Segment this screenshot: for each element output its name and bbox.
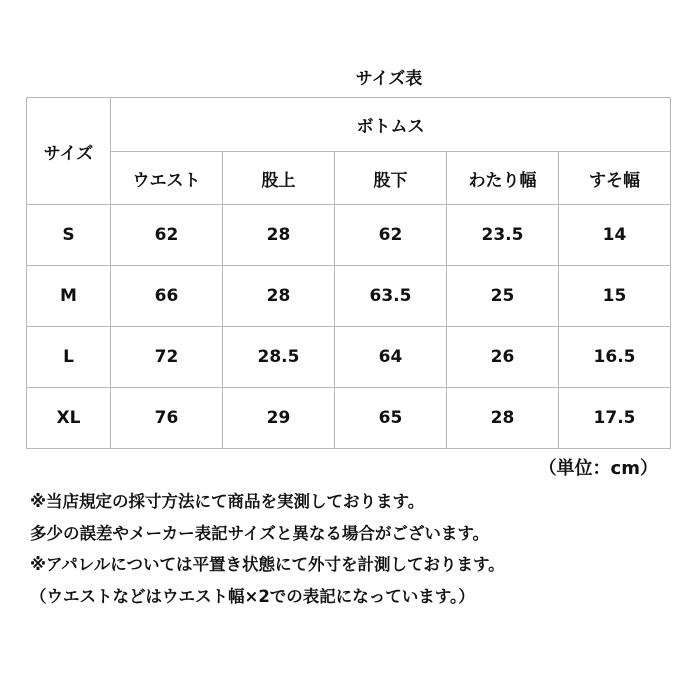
- table-row: [27, 388, 671, 449]
- size-label: S: [27, 205, 111, 266]
- table-cell: 17.5: [559, 388, 671, 449]
- size-label: XL: [27, 388, 111, 449]
- note-line: 多少の誤差やメーカー表記サイズと異なる場合がございます。: [30, 523, 490, 543]
- table-cell: 14: [559, 205, 671, 266]
- table-subheader-row: [27, 152, 671, 205]
- column-header-thigh-width: わたり幅: [447, 152, 559, 205]
- notes: [30, 486, 690, 612]
- table-cell: 15: [559, 266, 671, 327]
- table-cell: 28: [223, 266, 335, 327]
- table-cell: 28: [447, 388, 559, 449]
- table-cell: 23.5: [447, 205, 559, 266]
- column-header-inseam: 股下: [335, 152, 447, 205]
- table-row: [27, 205, 671, 266]
- note-line: （ウエストなどはウエスト幅×2での表記になっています。）: [30, 586, 475, 606]
- column-header-hem-width: すそ幅: [559, 152, 671, 205]
- table-cell: 62: [111, 205, 223, 266]
- table-cell: 66: [111, 266, 223, 327]
- unit-label: （単位：cm）: [538, 458, 658, 479]
- size-column-header: サイズ: [27, 98, 111, 205]
- table-cell: 65: [335, 388, 447, 449]
- table-header-row: [27, 98, 671, 152]
- size-label: M: [27, 266, 111, 327]
- table-cell: 72: [111, 327, 223, 388]
- size-table: [26, 97, 671, 449]
- bottoms-group-header: ボトムス: [111, 98, 671, 152]
- table-cell: 63.5: [335, 266, 447, 327]
- table-cell: 64: [335, 327, 447, 388]
- table-cell: 16.5: [559, 327, 671, 388]
- table-cell: 76: [111, 388, 223, 449]
- column-header-waist: ウエスト: [111, 152, 223, 205]
- table-cell: 25: [447, 266, 559, 327]
- column-header-rise: 股上: [223, 152, 335, 205]
- note-line: ※当店規定の採寸方法にて商品を実測しております。: [30, 492, 425, 511]
- table-cell: 26: [447, 327, 559, 388]
- page-title: サイズ表: [355, 69, 423, 89]
- size-label: L: [27, 327, 111, 388]
- table-cell: 28.5: [223, 327, 335, 388]
- table-row: [27, 266, 671, 327]
- table-cell: 28: [223, 205, 335, 266]
- note-line: ※アパレルについては平置き状態にて外寸を計測しております。: [30, 555, 505, 574]
- table-row: [27, 327, 671, 388]
- table-cell: 62: [335, 205, 447, 266]
- table-cell: 29: [223, 388, 335, 449]
